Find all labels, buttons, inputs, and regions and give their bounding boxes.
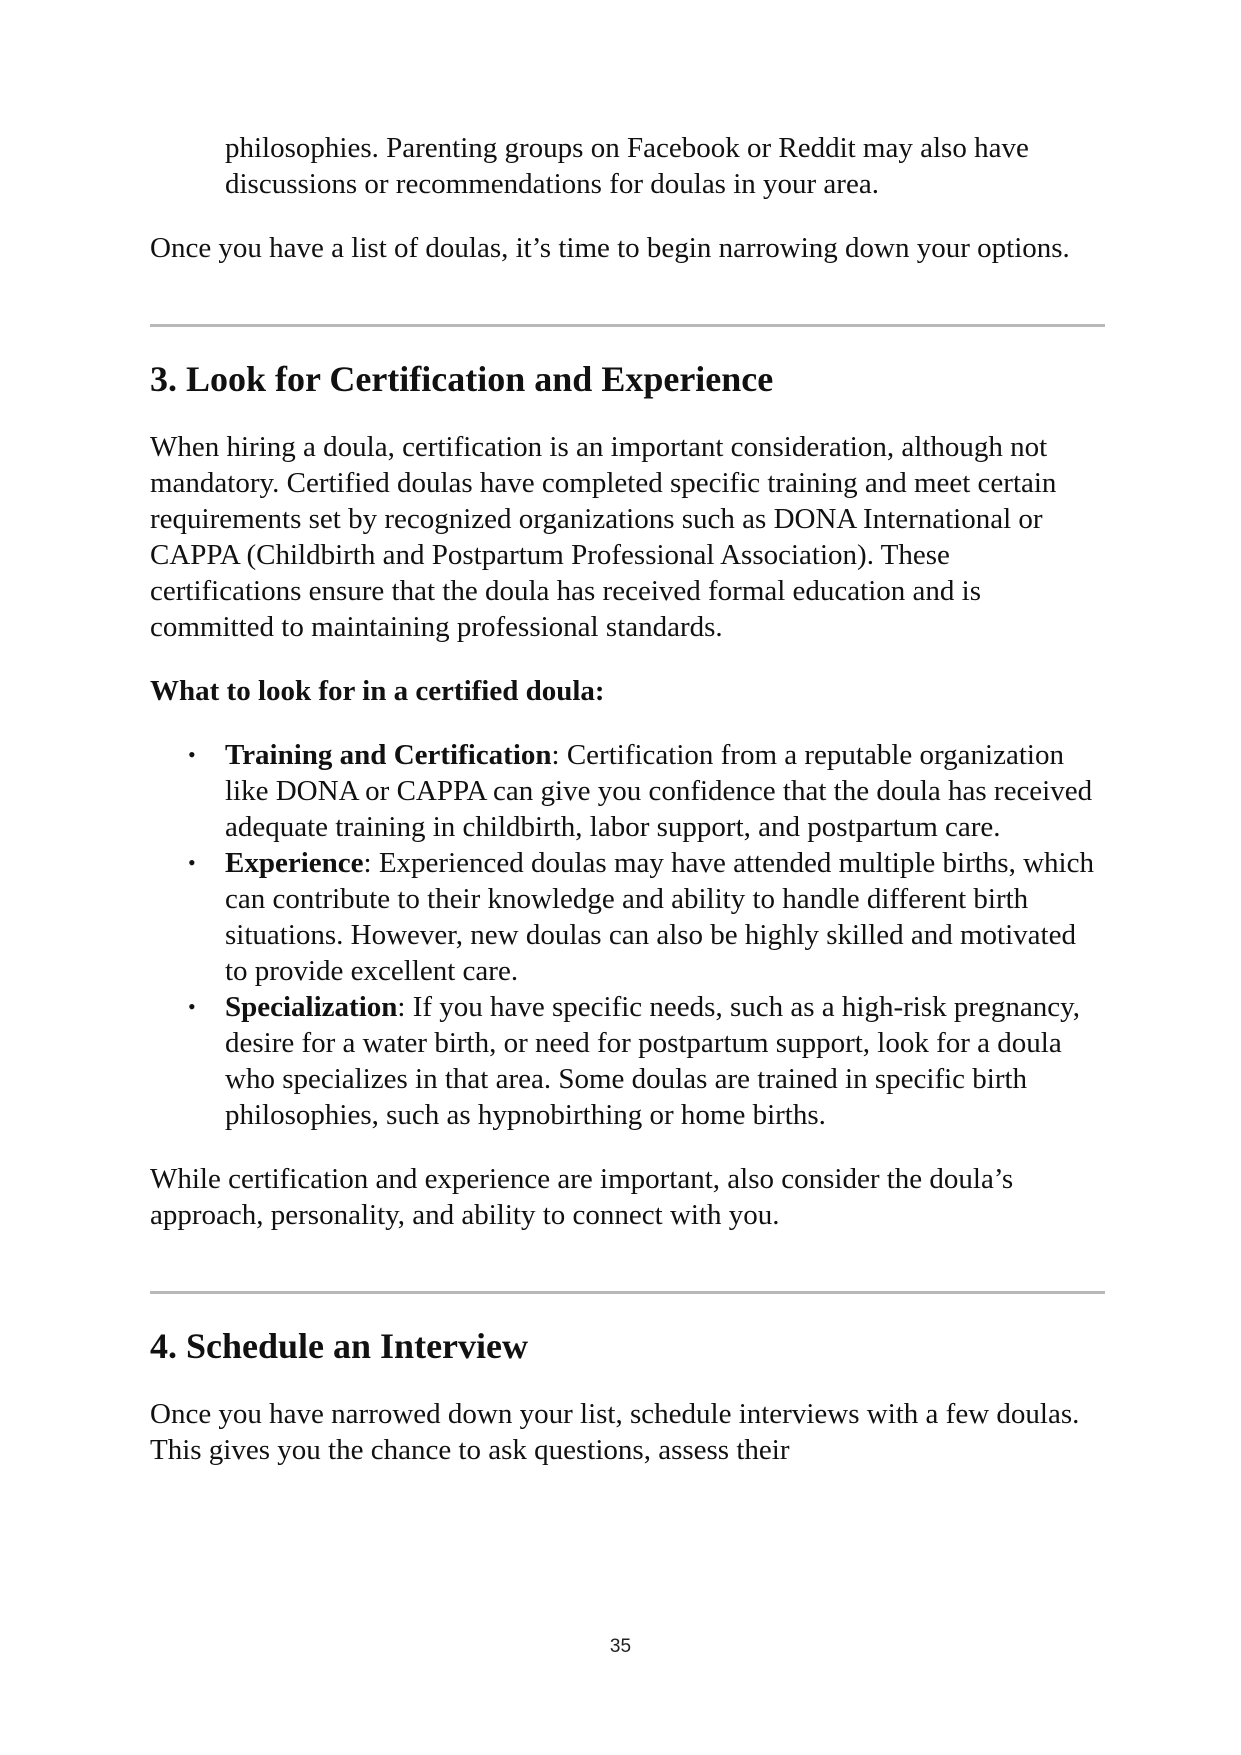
list-item-text: : Experienced doulas may have attended multiple births, which can contribute to their knowledge and ability to handle different birth situations. However, new doulas can also be highly skilled and motivated to provide excellent care. — [225, 847, 1094, 987]
criteria-list — [150, 737, 1105, 1133]
list-item-term: Specialization — [225, 991, 398, 1023]
section-4-heading: 4. Schedule an Interview — [150, 1326, 528, 1366]
bullet-icon: • — [188, 850, 196, 875]
list-item-term: Training and Certification — [225, 739, 552, 771]
list-item-term: Experience — [225, 847, 364, 879]
list-item — [150, 737, 1105, 845]
list-item — [150, 989, 1105, 1133]
section-divider — [150, 324, 1105, 327]
list-lead-heading: What to look for in a certified doula: — [150, 675, 605, 707]
section-3-heading: 3. Look for Certification and Experience — [150, 359, 774, 399]
section-3-body: When hiring a doula, certification is an important consideration, although not mandatory. Certified doulas have completed specific training and meet certain requirements set by recognized organizations such as DONA International or CAPPA (Childbirth and Postpartum Professional Association). These certifications ensure that the doula has received formal education and is committed to maintaining professional standards. — [150, 431, 1057, 643]
bullet-icon: • — [188, 742, 196, 767]
intro-continuation-paragraph: philosophies. Parenting groups on Facebook or Reddit may also have discussions or recommendations for doulas in your area. — [225, 132, 1029, 200]
section-3-closing: While certification and experience are important, also consider the doula’s approach, personality, and ability to connect with you. — [150, 1163, 1014, 1231]
intro-closing-paragraph: Once you have a list of doulas, it’s time to begin narrowing down your options. — [150, 232, 1070, 264]
section-4-body: Once you have narrowed down your list, schedule interviews with a few doulas. This gives you the chance to ask questions, assess their — [150, 1398, 1080, 1466]
page-content — [150, 130, 1105, 1468]
page-number: 35 — [609, 1636, 632, 1657]
list-item — [150, 845, 1105, 989]
section-divider — [150, 1291, 1105, 1294]
list-item-text: : Certification from a reputable organization like DONA or CAPPA can give you confidence that the doula has received adequate training in childbirth, labor support, and postpartum care. — [225, 739, 1093, 843]
list-item-text: : If you have specific needs, such as a high-risk pregnancy, desire for a water birth, or need for postpartum support, look for a doula who specializes in that area. Some doulas are trained in specific birth philosophies, such as hypnobirthing or home births. — [225, 991, 1080, 1131]
bullet-icon: • — [188, 994, 196, 1019]
